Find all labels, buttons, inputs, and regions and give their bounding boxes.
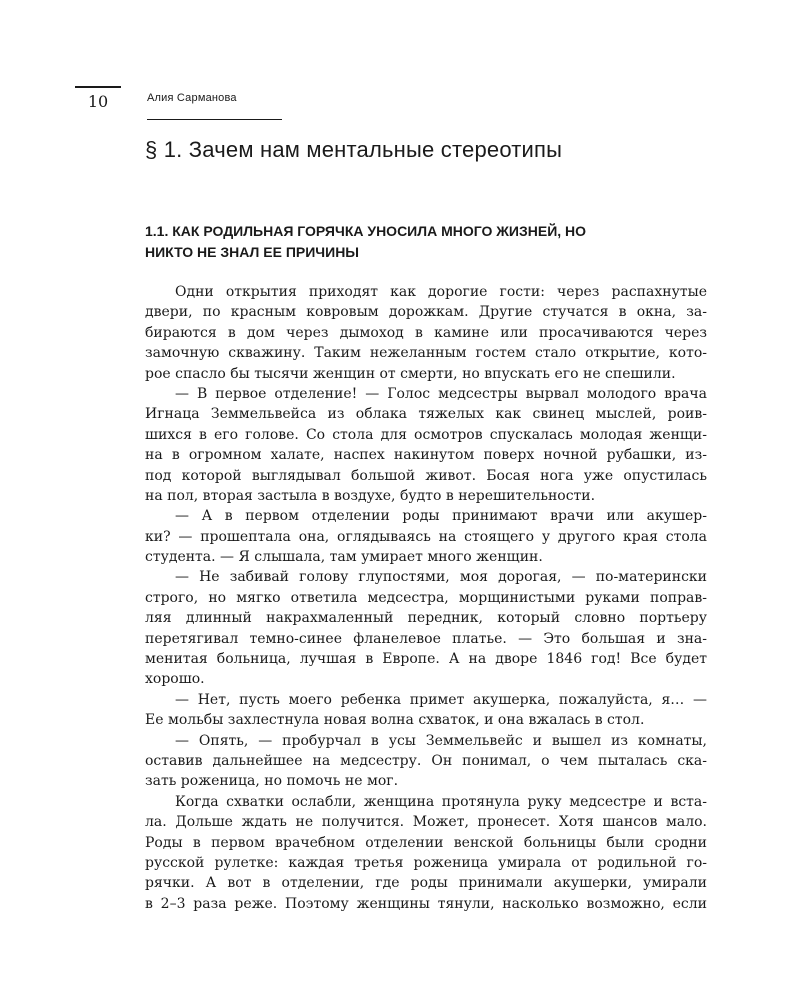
running-head-rule bbox=[147, 119, 282, 120]
text-line: Одни открытия приходят как дорогие гости: через распахнутые bbox=[175, 284, 707, 300]
text-line: хорошо. bbox=[145, 671, 205, 688]
text-line: в 2–3 раза реже. Поэтому женщины тянули, насколько возможно, если bbox=[145, 895, 707, 912]
text-line: шихся в его голове. Со стола для осмотров спускалась молодая женщи- bbox=[145, 426, 707, 443]
text-line: рое спасло бы тысячи женщин от смерти, но впускать его не спешили. bbox=[145, 365, 676, 382]
running-head-author: Алия Сарманова bbox=[147, 92, 237, 104]
text-line: бираются в дом через дымоход в камине или просачиваются через bbox=[145, 324, 707, 341]
text-line: на пол, вторая застыла в воздухе, будто в нерешительности. bbox=[145, 487, 596, 504]
text-line: Ее мольбы захлестнула новая волна схваток, и она вжалась в стол. bbox=[145, 712, 645, 729]
page-number-rule bbox=[75, 86, 121, 88]
page-number: 10 bbox=[87, 92, 109, 111]
text-line: — Нет, пусть моего ребенка примет акушерка, пожалуйста, я… — bbox=[175, 691, 707, 708]
text-line: менитая больница, лучшая в Европе. А на дворе 1846 год! Все будет bbox=[145, 651, 707, 668]
text-line: строго, но мягко ответила медсестра, морщинистыми руками поправ- bbox=[145, 589, 707, 606]
text-line: перетягивал темно-синее фланелевое платье. — Это большая и зна- bbox=[145, 630, 707, 647]
text-line: — Опять, — пробурчал в усы Земмельвейс и вышел из комнаты, bbox=[175, 732, 707, 749]
text-line: замочную скважину. Таким нежеланным гостем стало открытие, кото- bbox=[145, 345, 707, 362]
text-line: Игнаца Земмельвейса из облака тяжелых как свинец мыслей, роив- bbox=[145, 406, 707, 423]
text-line: на в огромном халате, наспех накинутом поверх ночной рубашки, из- bbox=[145, 447, 707, 464]
text-line: ла. Дольше ждать не получится. Может, пронесет. Хотя шансов мало. bbox=[145, 814, 707, 831]
text-line: оставив дальнейшее на медсестру. Он понимал, о чем пыталась ска- bbox=[145, 752, 707, 769]
text-line: студента. — Я слышала, там умирает много женщин. bbox=[145, 549, 543, 566]
text-line: — Не забивай голову глупостями, моя дорогая, — по-матерински bbox=[175, 569, 707, 586]
section-title-line-2: НИКТО НЕ ЗНАЛ ЕЕ ПРИЧИНЫ bbox=[145, 244, 360, 260]
text-line: ляя длинный накрахмаленный передник, который словно портьеру bbox=[145, 610, 707, 627]
section-title-line-1: 1.1. КАК РОДИЛЬНАЯ ГОРЯЧКА УНОСИЛА МНОГО ЖИЗНЕЙ, НО bbox=[145, 223, 587, 239]
text-line: — А в первом отделении роды принимают врачи или акушер- bbox=[175, 508, 707, 525]
text-line: Когда схватки ослабли, женщина протянула руку медсестре и вста- bbox=[175, 793, 707, 810]
text-line: рячки. А вот в отделении, где роды принимали акушерки, умирали bbox=[145, 875, 707, 892]
text-line: русской рулетке: каждая третья роженица умирала от родильной го- bbox=[145, 854, 707, 871]
text-line: двери, по красным ковровым дорожкам. Другие стучатся в окна, за- bbox=[145, 304, 707, 321]
section-title bbox=[145, 221, 715, 263]
text-line: — В первое отделение! — Голос медсестры вырвал молодого врача bbox=[175, 385, 707, 402]
text-line: под которой выглядывал большой живот. Босая нога уже опустилась bbox=[145, 467, 707, 484]
body-text bbox=[145, 282, 707, 914]
text-line: ки? — прошептала она, оглядываясь на стоящего у другого края стола bbox=[145, 528, 707, 545]
text-line: Роды в первом врачебном отделении венской больницы были сродни bbox=[145, 834, 707, 851]
chapter-title: § 1. Зачем нам ментальные стереотипы bbox=[145, 137, 563, 162]
text-line: зать роженица, но помочь не мог. bbox=[145, 773, 399, 790]
